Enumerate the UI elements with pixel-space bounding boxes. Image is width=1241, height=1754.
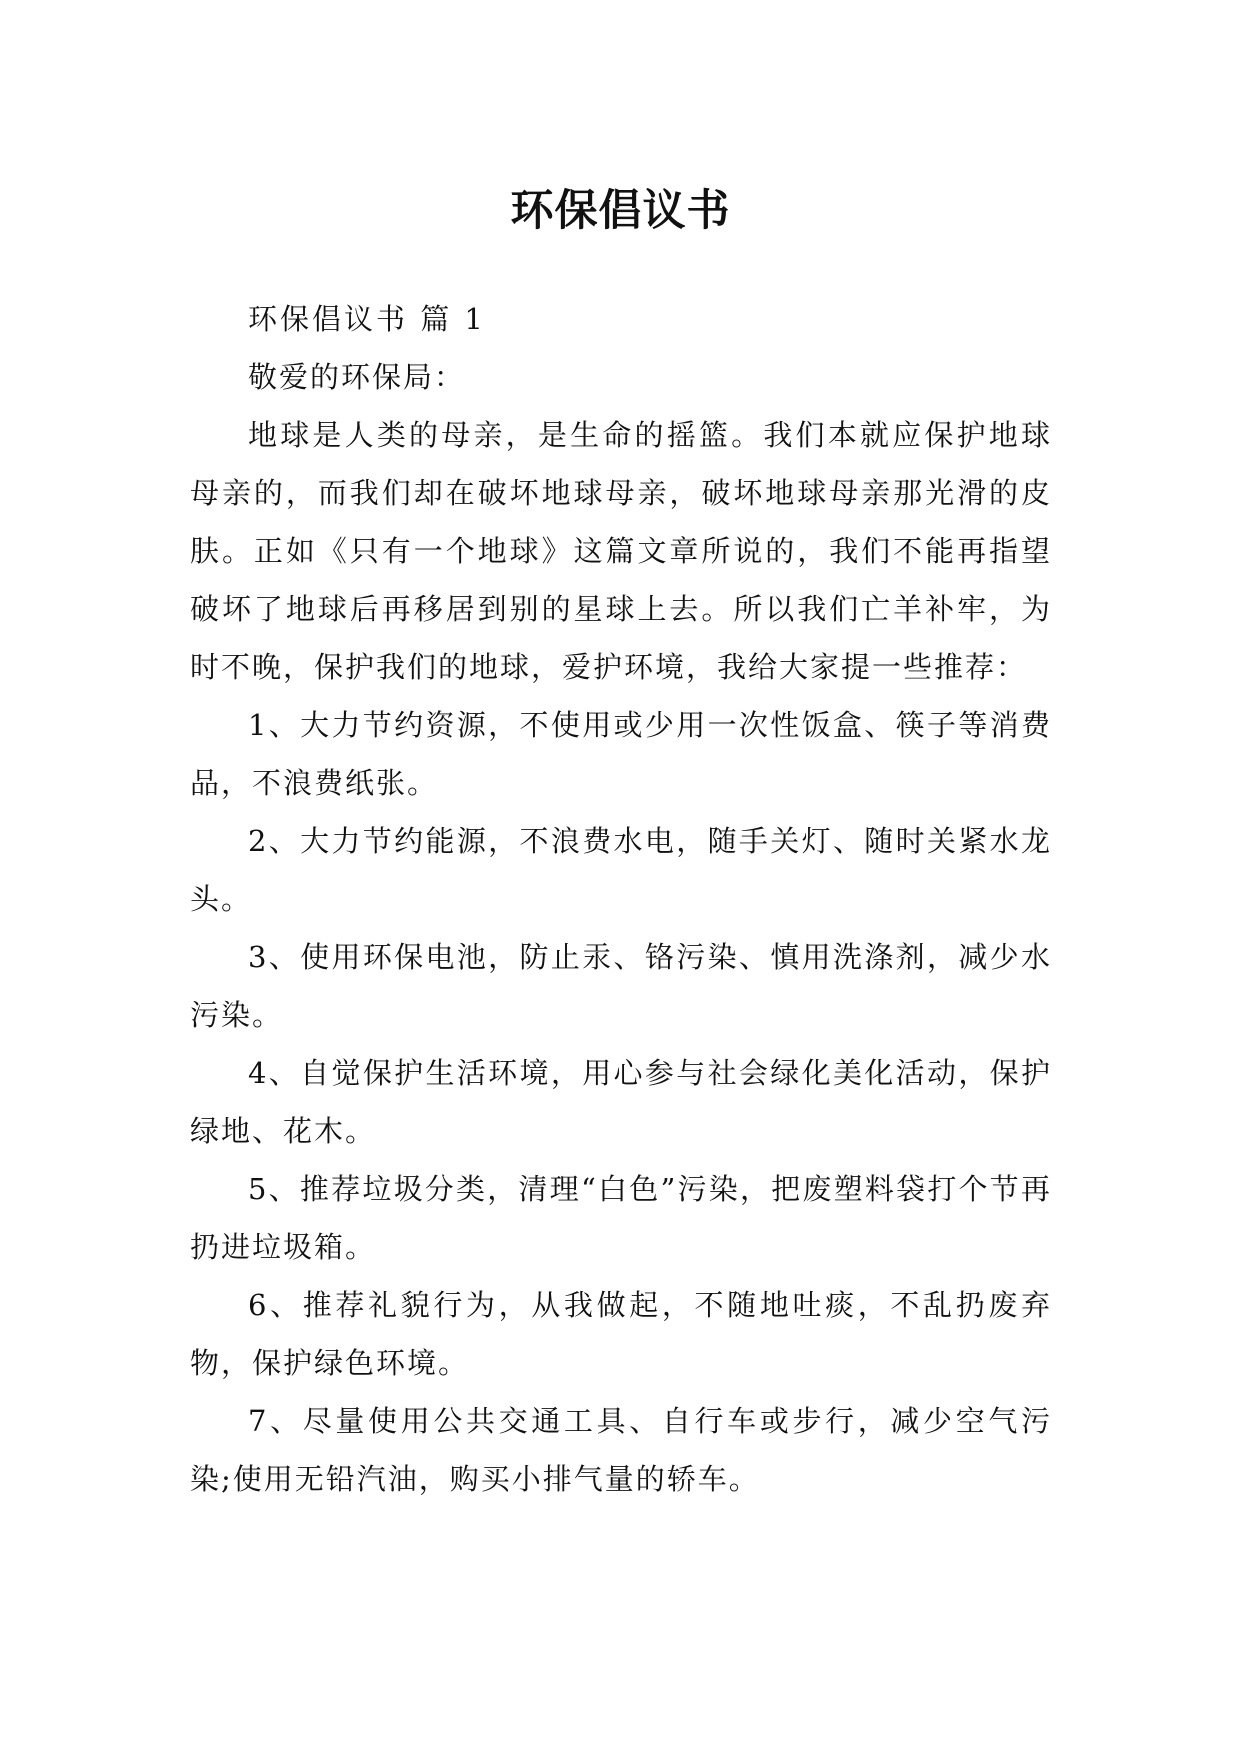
list-item: 4、自觉保护生活环境，用心参与社会绿化美化活动，保护绿地、花木。 [190,1056,1052,1148]
intro-paragraph: 地球是人类的母亲，是生命的摇篮。我们本就应保护地球母亲的，而我们却在破坏地球母亲，破坏地球母亲那光滑的皮肤。正如《只有一个地球》这篇文章所说的，我们不能再指望破坏了地球后再移居到别的星球上去。所以我们亡羊补牢，为时不晚，保护我们的地球，爱护环境，我给大家提一些推荐： [190,418,1052,684]
list-item: 6、推荐礼貌行为，从我做起，不随地吐痰，不乱扔废弃物，保护绿色环境。 [190,1288,1052,1380]
document-title: 环保倡议书 [510,185,731,236]
list-item: 7、尽量使用公共交通工具、自行车或步行，减少空气污染;使用无铅汽油，购买小排气量的轿车。 [190,1404,1052,1496]
list-item: 1、大力节约资源，不使用或少用一次性饭盒、筷子等消费品，不浪费纸张。 [190,708,1052,800]
list-item: 5、推荐垃圾分类，清理“白色”污染，把废塑料袋打个节再扔进垃圾箱。 [190,1172,1052,1264]
section-heading: 环保倡议书 篇 1 [248,302,486,336]
list-item: 3、使用环保电池，防止汞、铬污染、慎用洗涤剂，减少水污染。 [190,940,1052,1032]
list-item: 2、大力节约能源，不浪费水电，随手关灯、随时关紧水龙头。 [190,824,1052,916]
salutation: 敬爱的环保局： [248,360,466,394]
document-body [190,290,1052,1508]
